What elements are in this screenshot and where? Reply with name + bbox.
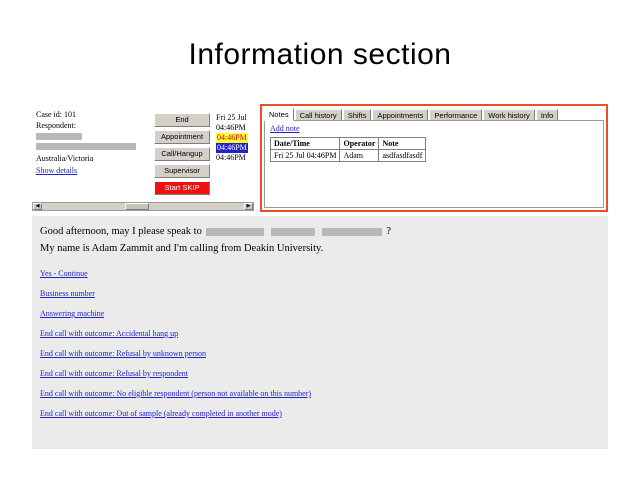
script-line-2: My name is Adam Zammit and I'm calling from Deakin University.: [40, 243, 324, 254]
call-date: Fri 25 Jul: [216, 113, 247, 122]
cell-note: asdfasdfasdf: [379, 150, 426, 162]
notes-tab-content: [264, 120, 604, 208]
call-hangup-button[interactable]: Call/Hangup: [154, 147, 210, 161]
column-header-datetime: Date/Time: [271, 138, 340, 150]
call-info-panel: [32, 104, 272, 212]
script-line-1: [40, 226, 391, 237]
application-screenshot: [32, 104, 608, 449]
appointment-button[interactable]: Appointment: [154, 130, 210, 144]
redacted-surname: [322, 228, 382, 236]
cell-datetime: Fri 25 Jul 04:46PM: [271, 150, 340, 162]
respondent-label: Respondent:: [36, 121, 76, 130]
call-time-selected[interactable]: 04:46PM: [217, 143, 247, 152]
horizontal-scrollbar[interactable]: [32, 202, 254, 211]
redacted-firstname: [271, 228, 315, 236]
column-header-note: Note: [379, 138, 426, 150]
notes-tab-panel: [260, 104, 608, 212]
table-header-row: [271, 138, 426, 150]
show-details-link[interactable]: Show details: [36, 166, 78, 175]
tab-call-history[interactable]: Call history: [295, 109, 342, 121]
redacted-name: [36, 133, 82, 140]
case-id-label: Case id: 101: [36, 110, 76, 119]
scrollbar-thumb[interactable]: [125, 203, 149, 210]
option-yes-continue[interactable]: Yes - Continue: [40, 269, 88, 278]
scroll-right-arrow[interactable]: ▶: [244, 203, 253, 210]
option-out-of-sample[interactable]: End call with outcome: Out of sample (already completed in another mode): [40, 409, 282, 418]
option-accidental-hangup[interactable]: End call with outcome: Accidental hang up: [40, 329, 179, 338]
script-line-1-suffix: ?: [386, 226, 391, 237]
notes-table: [270, 137, 426, 162]
tab-appointments[interactable]: Appointments: [372, 109, 428, 121]
tab-work-history[interactable]: Work history: [483, 109, 535, 121]
tab-shifts[interactable]: Shifts: [343, 109, 372, 121]
cell-operator: Adam: [340, 150, 379, 162]
location-label: Australia/Victoria: [36, 154, 94, 163]
column-header-operator: Operator: [340, 138, 379, 150]
option-no-eligible-respondent[interactable]: End call with outcome: No eligible respondent (person not available on this number): [40, 389, 312, 398]
table-row[interactable]: [271, 150, 426, 162]
call-time-2: 04:46PM: [216, 153, 246, 162]
option-answering-machine[interactable]: Answering machine: [40, 309, 105, 318]
supervisor-button[interactable]: Supervisor: [154, 164, 210, 178]
option-refusal-respondent[interactable]: End call with outcome: Refusal by respondent: [40, 369, 188, 378]
tab-performance[interactable]: Performance: [429, 109, 482, 121]
call-action-buttons: [154, 113, 210, 198]
option-refusal-unknown-person[interactable]: End call with outcome: Refusal by unknown person: [40, 349, 206, 358]
call-time-highlighted[interactable]: 04:46PM: [217, 133, 247, 142]
redacted-address: [36, 143, 136, 150]
tab-notes[interactable]: Notes: [264, 108, 294, 121]
script-line-1-text: Good afternoon, may I please speak to: [40, 226, 202, 237]
option-business-number[interactable]: Business number: [40, 289, 95, 298]
page-title: Information section: [188, 38, 452, 71]
tab-info[interactable]: Info: [536, 109, 559, 121]
script-panel: [32, 216, 608, 449]
scroll-left-arrow[interactable]: ◀: [33, 203, 42, 210]
add-note-link[interactable]: Add note: [270, 124, 300, 133]
start-skip-button[interactable]: Start SKIP: [154, 181, 210, 195]
redacted-title: [206, 228, 264, 236]
call-time-1: 04:46PM: [216, 123, 246, 132]
end-button[interactable]: End: [154, 113, 210, 127]
